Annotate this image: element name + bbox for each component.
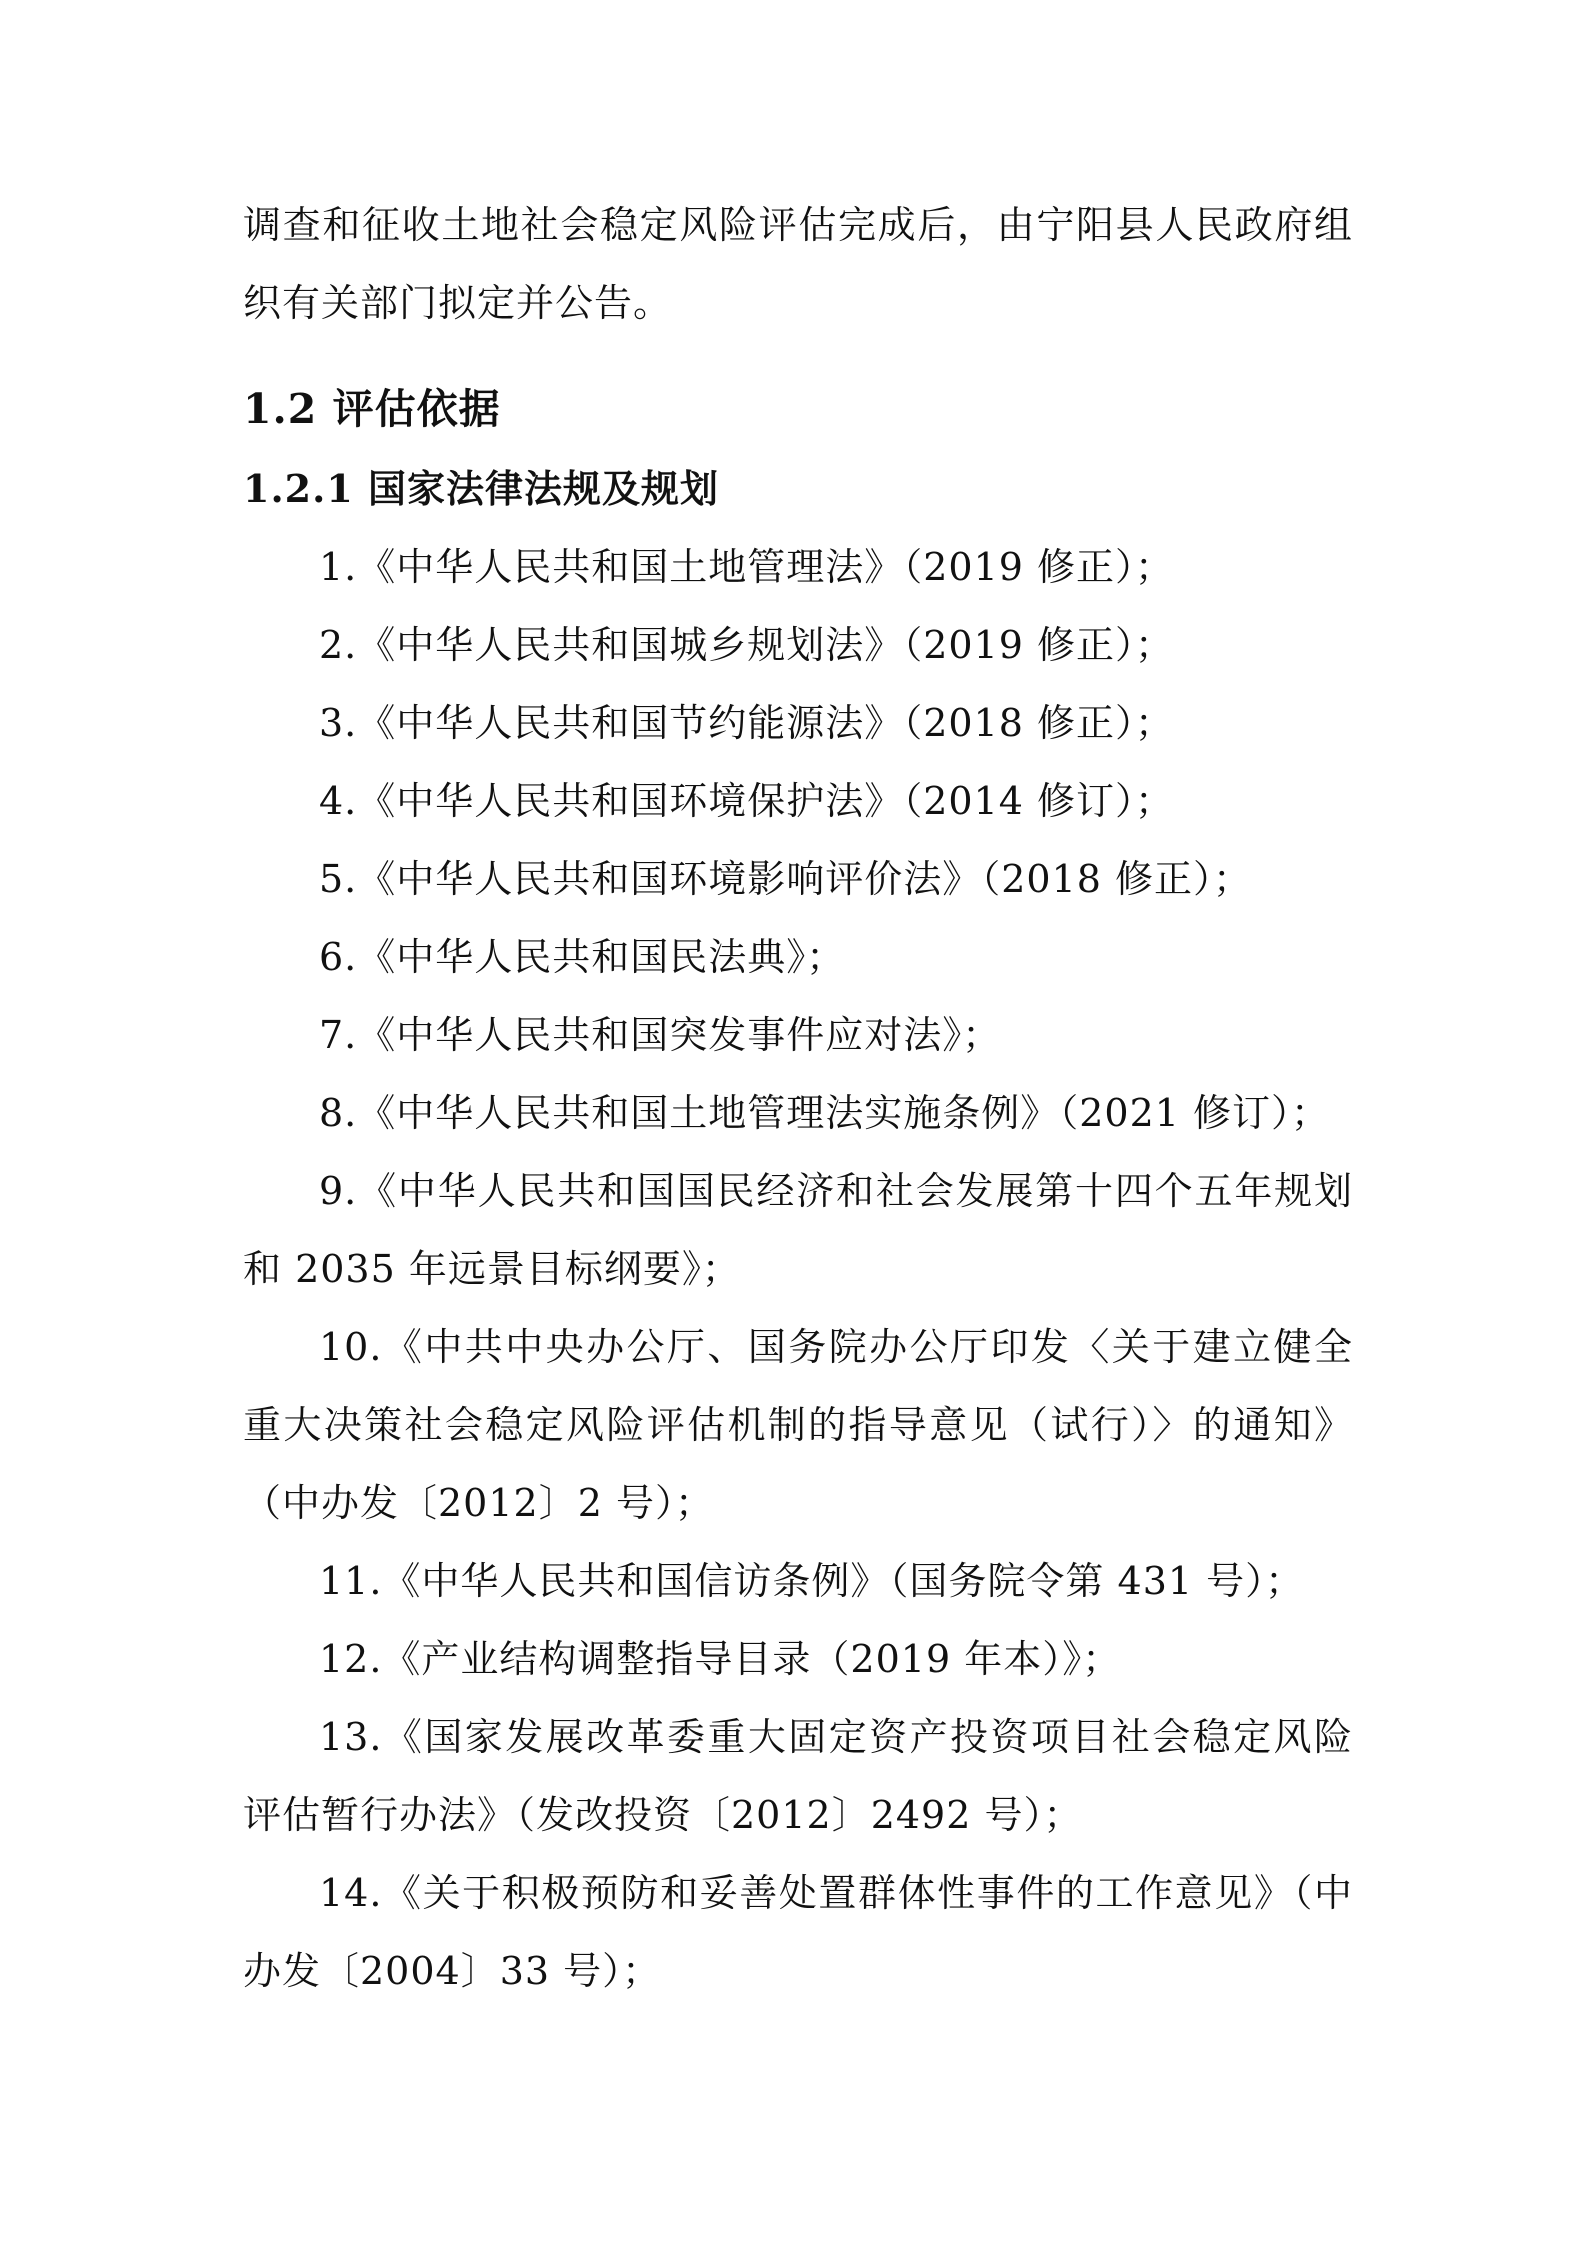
list-item: 13.《国家发展改革委重大固定资产投资项目社会稳定风险评估暂行办法》（发改投资〔2012〕2492 号）； (243, 1715, 1353, 1837)
document-body (243, 186, 1353, 2010)
list-item: 12.《产业结构调整指导目录（2019 年本）》； (319, 1637, 1122, 1681)
intro-paragraph: 调查和征收土地社会稳定风险评估完成后，由宁阳县人民政府组织有关部门拟定并公告。 (243, 203, 1353, 325)
list-item: 3.《中华人民共和国节约能源法》（2018 修正）； (319, 701, 1175, 745)
list-item: 8.《中华人民共和国土地管理法实施条例》（2021 修订）； (319, 1091, 1331, 1135)
section-heading: 1.2 评估依据 (243, 385, 501, 433)
regulation-list (243, 528, 1353, 2010)
list-item: 5.《中华人民共和国环境影响评价法》（2018 修正）； (319, 857, 1253, 901)
list-item: 6.《中华人民共和国民法典》； (319, 935, 846, 979)
list-item: 4.《中华人民共和国环境保护法》（2014 修订）； (319, 779, 1175, 823)
subsection-heading: 1.2.1 国家法律法规及规划 (243, 466, 720, 511)
list-item: 14.《关于积极预防和妥善处置群体性事件的工作意见》（中办发〔2004〕33 号）； (243, 1871, 1353, 1993)
list-item: 1.《中华人民共和国土地管理法》（2019 修正）； (319, 545, 1175, 589)
list-item: 10.《中共中央办公厅、国务院办公厅印发〈关于建立健全重大决策社会稳定风险评估机制的指导意见（试行）〉的通知》（中办发〔2012〕2 号）； (243, 1325, 1353, 1525)
list-item: 9.《中华人民共和国国民经济和社会发展第十四个五年规划和 2035 年远景目标纲要》； (243, 1169, 1353, 1291)
list-item: 11.《中华人民共和国信访条例》（国务院令第 431 号）； (319, 1559, 1305, 1603)
list-item: 2.《中华人民共和国城乡规划法》（2019 修正）； (319, 623, 1175, 667)
list-item: 7.《中华人民共和国突发事件应对法》； (319, 1013, 1002, 1057)
